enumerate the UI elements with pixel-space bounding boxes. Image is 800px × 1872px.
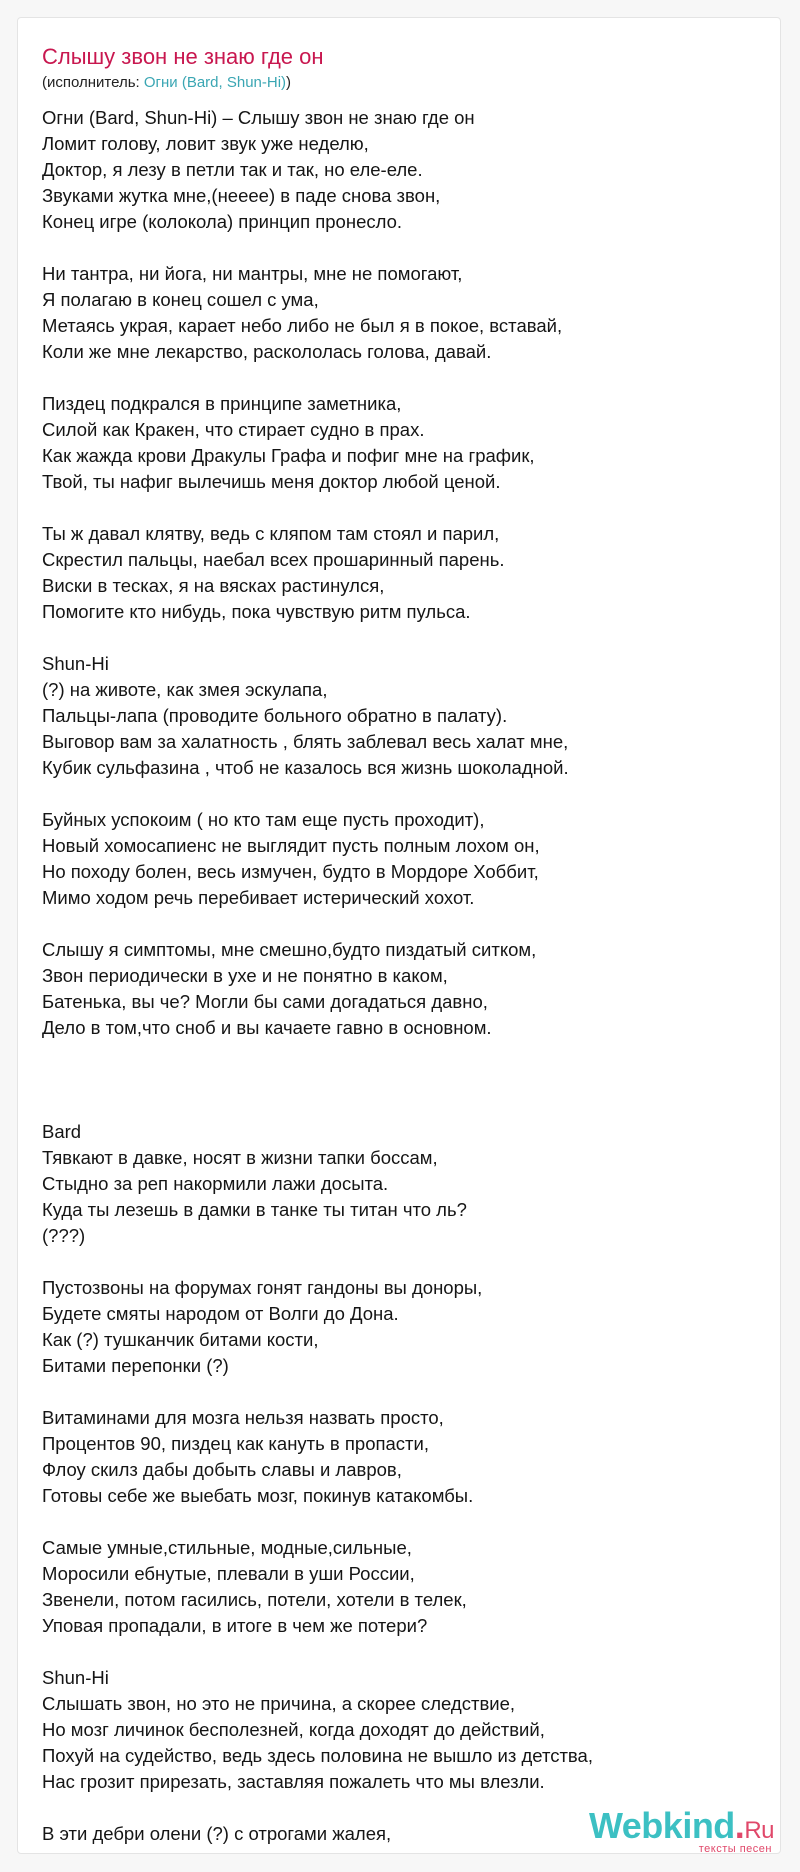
lyric-line: Твой, ты нафиг вылечишь меня доктор любой ценой. — [42, 471, 501, 492]
lyric-line: Конец игре (колокола) принцип пронесло. — [42, 211, 403, 232]
lyric-line: Моросили ебнутые, плевали в уши России, — [42, 1563, 415, 1584]
lyric-line: Как (?) тушканчик битами кости, — [42, 1329, 319, 1350]
lyric-line: Кубик сульфазина , чтоб не казалось вся жизнь шоколадной. — [42, 757, 569, 778]
lyric-line: Я полагаю в конец сошел с ума, — [42, 289, 319, 310]
artist-link[interactable]: Огни (Bard, Shun-Hi) — [143, 74, 287, 91]
lyric-line: (???) — [42, 1225, 86, 1246]
lyric-line: Звон периодически в ухе и не понятно в каком, — [42, 965, 448, 986]
lyric-line: Пиздец подкрался в принципе заметника, — [42, 393, 402, 414]
lyric-line: Shun-Hi — [42, 653, 109, 674]
lyric-line: Стыдно за реп накормили лажи досыта. — [42, 1173, 389, 1194]
lyric-line: Будете смяты народом от Волги до Дона. — [42, 1303, 399, 1324]
song-title: Слышу звон не знаю где он — [42, 44, 324, 69]
stanza-break — [42, 1509, 762, 1535]
stanza-break — [42, 495, 762, 521]
lyric-line: Виски в тесках, я на вясках растинулся, — [42, 575, 385, 596]
lyric-line: В эти дебри олени (?) с отрогами жалея, — [42, 1823, 392, 1844]
stanza-break — [42, 1639, 762, 1665]
lyric-line: Слышу я симптомы, мне смешно,будто пиздатый ситком, — [42, 939, 537, 960]
lyric-line: Готовы себе же выебать мозг, покинув катакомбы. — [42, 1485, 474, 1506]
stanza-break — [42, 1249, 762, 1275]
lyric-line: Куда ты лезешь в дамки в танке ты титан что ль? — [42, 1199, 467, 1220]
logo-dot: . — [734, 1805, 745, 1846]
stanza-break — [42, 625, 762, 651]
lyric-line: Дело в том,что сноб и вы качаете гавно в основном. — [42, 1017, 492, 1038]
lyric-line: (?) на животе, как змея эскулапа, — [42, 679, 328, 700]
stanza-break — [42, 1067, 762, 1093]
stanza-break — [42, 365, 762, 391]
stanza-break — [42, 1041, 762, 1067]
lyric-line: Огни (Bard, Shun-Hi) – Слышу звон не знаю где он — [42, 107, 475, 128]
lyric-line: Доктор, я лезу в петли так и так, но еле-еле. — [42, 159, 423, 180]
lyric-line: Битами перепонки (?) — [42, 1355, 229, 1376]
lyric-line: Ни тантра, ни йога, ни мантры, мне не помогают, — [42, 263, 463, 284]
lyric-line: Метаясь украя, карает небо либо не был я в покое, вставай, — [42, 315, 563, 336]
lyric-line: Bard — [42, 1121, 82, 1142]
lyric-line: Ломит голову, ловит звук уже неделю, — [42, 133, 369, 154]
site-logo[interactable] — [588, 1805, 774, 1855]
logo-name: Webkind — [588, 1805, 735, 1846]
lyrics-text — [42, 105, 762, 1847]
artist-suffix: ) — [286, 74, 292, 91]
lyric-line: Как жажда крови Дракулы Графа и пофиг мне на график, — [42, 445, 535, 466]
lyric-line: Уповая пропадали, в итоге в чем же потери? — [42, 1615, 428, 1636]
lyric-line: Похуй на судейство, ведь здесь половина не вышло из детства, — [42, 1745, 593, 1766]
lyric-line: Коли же мне лекарство, раскололась голова, давай. — [42, 341, 492, 362]
lyric-line: Пустозвоны на форумах гонят гандоны вы доноры, — [42, 1277, 483, 1298]
lyric-line: Пальцы-лапа (проводите больного обратно в палату). — [42, 705, 508, 726]
lyric-line: Shun-Hi — [42, 1667, 109, 1688]
lyric-line: Батенька, вы че? Могли бы сами догадаться давно, — [42, 991, 488, 1012]
lyric-line: Мимо ходом речь перебивает истерический хохот. — [42, 887, 475, 908]
lyric-line: Но походу болен, весь измучен, будто в Мордоре Хоббит, — [42, 861, 539, 882]
lyric-line: Выговор вам за халатность , блять заблевал весь халат мне, — [42, 731, 569, 752]
lyric-line: Скрестил пальцы, наебал всех прошаринный парень. — [42, 549, 505, 570]
stanza-break — [42, 1379, 762, 1405]
logo-tld: Ru — [744, 1817, 774, 1844]
lyric-line: Самые умные,стильные, модные,сильные, — [42, 1537, 412, 1558]
lyric-line: Помогите кто нибудь, пока чувствую ритм пульса. — [42, 601, 471, 622]
lyric-line: Буйных успокоим ( но кто там еще пусть проходит), — [42, 809, 485, 830]
logo-tagline: тексты песен — [698, 1843, 772, 1855]
lyric-line: Звуками жутка мне,(нееее) в паде снова звон, — [42, 185, 441, 206]
stanza-break — [42, 235, 762, 261]
lyric-line: Ты ж давал клятву, ведь с кляпом там стоял и парил, — [42, 523, 500, 544]
lyric-line: Силой как Кракен, что стирает судно в прах. — [42, 419, 425, 440]
lyric-line: Но мозг личинок бесполезней, когда доходят до действий, — [42, 1719, 545, 1740]
lyric-line: Тявкают в давке, носят в жизни тапки боссам, — [42, 1147, 438, 1168]
lyric-line: Витаминами для мозга нельзя назвать просто, — [42, 1407, 444, 1428]
stanza-break — [42, 781, 762, 807]
artist-prefix: (исполнитель: — [42, 74, 144, 91]
lyric-line: Звенели, потом гасились, потели, хотели в телек, — [42, 1589, 467, 1610]
stanza-break — [42, 911, 762, 937]
stanza-break — [42, 1093, 762, 1119]
lyric-line: Слышать звон, но это не причина, а скорее следствие, — [42, 1693, 516, 1714]
lyric-line: Нас грозит прирезать, заставляя пожалеть что мы влезли. — [42, 1771, 545, 1792]
lyric-line: Процентов 90, пиздец как кануть в пропасти, — [42, 1433, 429, 1454]
artist-line — [42, 73, 291, 93]
lyric-line: Новый хомосапиенс не выглядит пусть полным лохом он, — [42, 835, 540, 856]
lyric-line: Флоу скилз дабы добыть славы и лавров, — [42, 1459, 402, 1480]
